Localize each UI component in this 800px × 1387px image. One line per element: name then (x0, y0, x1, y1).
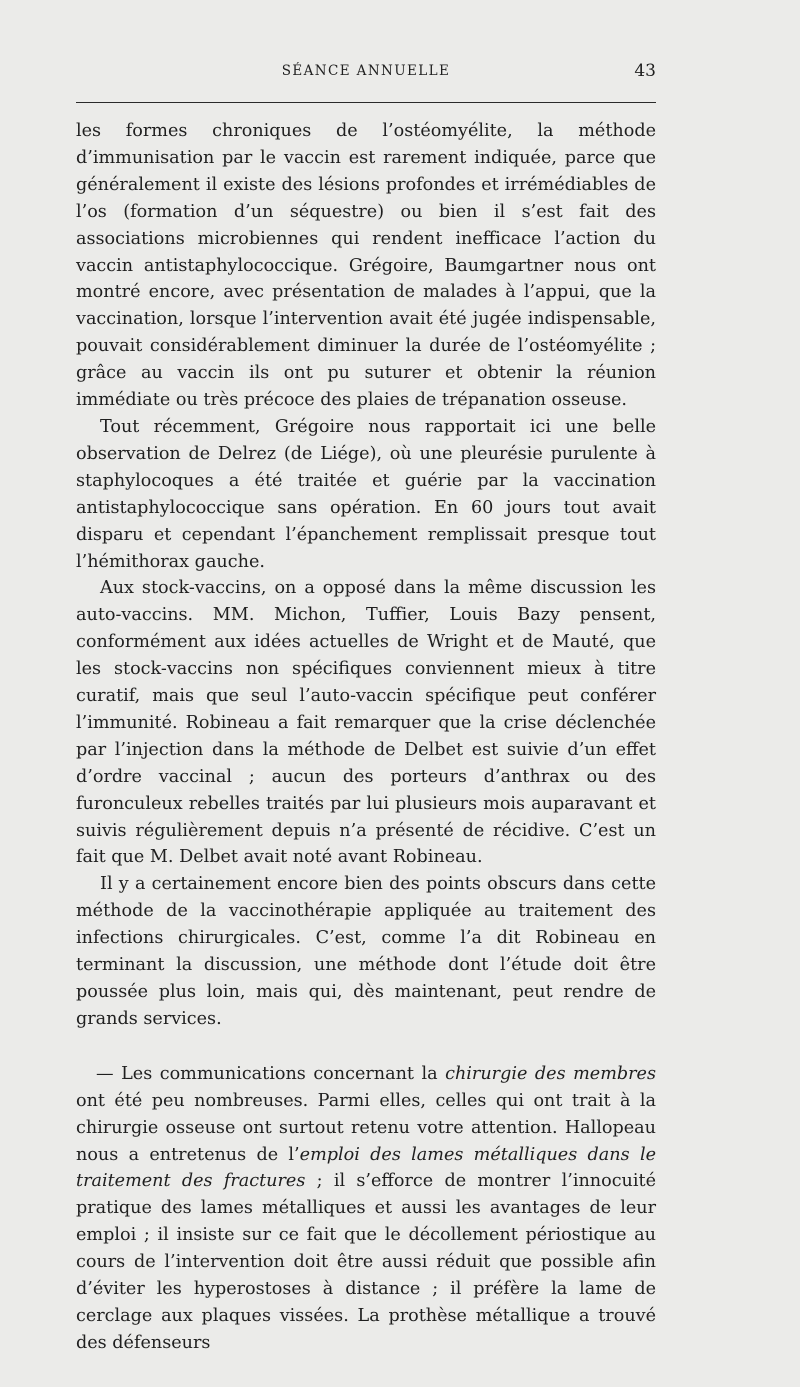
paragraph-chirurgie-des-membres (76, 1061, 656, 1357)
p5-lead: — Les communications concernant la (96, 1063, 446, 1084)
running-title: SÉANCE ANNUELLE (281, 63, 451, 79)
paragraph-gregoire-observation: Tout récemment, Grégoire nous rapportait ici une belle observation de Delrez (de Liége), où une pleurésie purulente à staphylocoques a été traitée et guérie par la vaccination antistaphylococcique sans opération. En 60 jours tout avait disparu et cependant l’épanchement remplissait presque tout l’hémithorax gauche. (76, 416, 656, 572)
body-text (76, 118, 656, 1357)
header-rule (76, 102, 656, 103)
p5-italic-lames: emploi des lames métalliques dans le traitement des fractures (76, 1144, 656, 1192)
p5-tail: ; il s’efforce de montrer l’innocuité pratique des lames métalliques et aussi les avantages de leur emploi ; il insiste sur ce fait que le décollement périostique au cours de l’intervention doit être aussi réduit que possible afin d’éviter les hyperostoses à distance ; il préfère la lame de cerclage aux plaques vissées. La prothèse métallique a trouvé des défenseurs (76, 1171, 656, 1353)
paragraph-conclusion: Il y a certainement encore bien des points obscurs dans cette méthode de la vaccinothérapie appliquée au traitement des infections chirurgicales. C’est, comme l’a dit Robineau en terminant la discussion, une méthode dont l’étude doit être poussée plus loin, mais qui, dès maintenant, peut rendre de grands services. (76, 874, 656, 1029)
running-head (76, 63, 656, 87)
p5-mid: ont été peu nombreuses. Parmi elles, celles qui ont trait à la chirurgie osseuse ont surtout retenu votre attention. Hallopeau nous a entretenus de l’ (76, 1090, 656, 1165)
paragraph-osteomyelitis: les formes chroniques de l’ostéomyélite, la méthode d’immunisation par le vaccin est rarement indiquée, parce que généralement il existe des lésions profondes et irrémédiables de l’os (formation d’un séquestre) ou bien il s’est fait des associations microbiennes qui rendent inefficace l’action du vaccin antistaphylococcique. Grégoire, Baumgartner nous ont montré encore, avec présentation de malades à l’appui, que la vaccination, lorsque l’intervention avait été jugée indispensable, pouvait considérablement diminuer la durée de l’ostéomyélite ; grâce au vaccin ils ont pu suturer et obtenir la réunion immédiate ou très précoce des plaies de trépanation osseuse. (76, 121, 656, 411)
p5-italic-chirurgie: chirurgie des membres (445, 1063, 656, 1084)
page-number: 43 (634, 61, 656, 81)
paragraph-stock-vaccins: Aux stock-vaccins, on a opposé dans la même discussion les auto-vaccins. MM. Michon, Tuffier, Louis Bazy pensent, conformément aux idées actuelles de Wright et de Mauté, que les stock-vaccins non spécifiques conviennent mieux à titre curatif, mais que seul l’auto-vaccin spécifique peut conférer l’immunité. Robineau a fait remarquer que la crise déclenchée par l’injection dans la méthode de Delbet est suivie d’un effet d’ordre vaccinal ; aucun des porteurs d’anthrax ou des furonculeux rebelles traités par lui plusieurs mois auparavant et suivis régulièrement depuis n’a présenté de récidive. C’est un fait que M. Delbet avait noté avant Robineau. (76, 578, 656, 868)
